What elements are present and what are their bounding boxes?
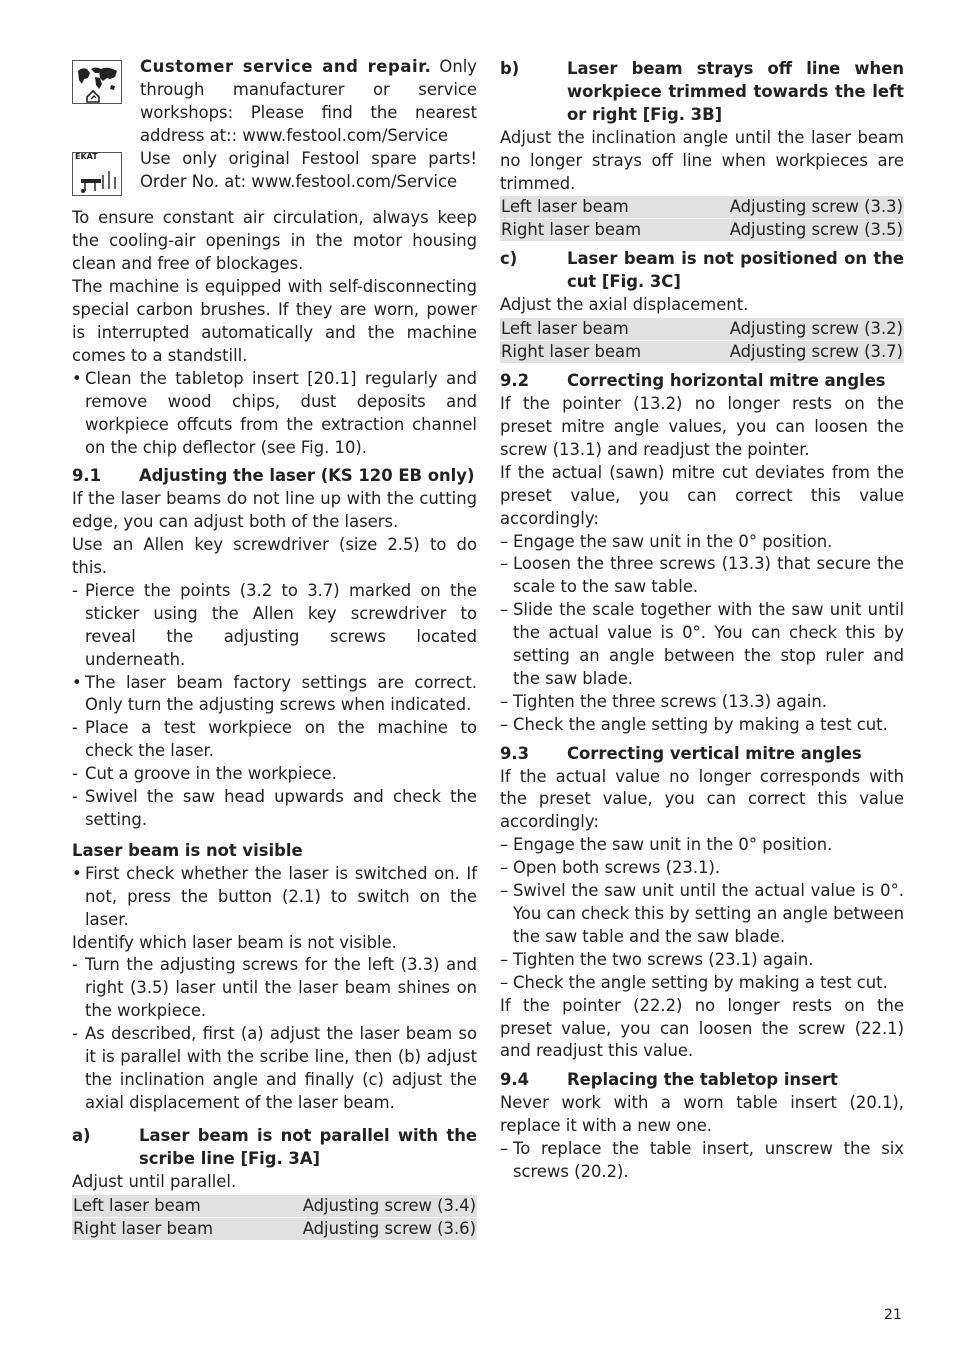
list-item: – Check the angle setting by making a test cut.	[500, 714, 888, 734]
list-item: – Swivel the saw unit until the actual value is 0°. You can check this by setting an angle between the saw table and the saw blade.	[500, 881, 904, 946]
list-item: - Cut a groove in the workpiece.	[72, 764, 337, 784]
list-item: • The laser beam factory settings are correct. Only turn the adjusting screws when indicated.	[72, 672, 477, 715]
list-item: - As described, first (a) adjust the laser beam so it is parallel with the scribe line, then (b) adjust the inclination angle and finally (c) adjust the axial displacement of the laser beam.	[72, 1024, 477, 1112]
right-column	[500, 56, 904, 1184]
paragraph: If the actual value no longer corresponds with the preset value, you can correct this value accordingly:	[500, 766, 904, 832]
adjustment-table-b	[500, 195, 904, 242]
section-heading-9-1: 9.1 Adjusting the laser (KS 120 EB only)	[72, 466, 475, 486]
list-item: – Check the angle setting by making a test cut.	[500, 972, 888, 992]
ekat-label: EKAT	[75, 151, 98, 161]
paragraph: Adjust the inclination angle until the laser beam no longer strays off line when workpieces are trimmed.	[500, 127, 904, 193]
section-heading-9-2: 9.2 Correcting horizontal mitre angles	[500, 371, 886, 391]
section-heading-a: a) Laser beam is not parallel with the scribe line [Fig. 3A]	[72, 1125, 477, 1168]
paragraph: Never work with a worn table insert (20.1), replace it with a new one.	[500, 1093, 904, 1136]
list-item: • First check whether the laser is switched on. If not, press the button (2.1) to switch on the laser.	[72, 863, 477, 929]
ekat-spare-parts-icon	[72, 152, 122, 196]
list-item: – Open both screws (23.1).	[500, 858, 721, 878]
section-heading-b: b) Laser beam strays off line when workpiece trimmed towards the left or right [Fig. 3B]	[500, 59, 904, 124]
paragraph: If the pointer (22.2) no longer rests on the preset value, you can loosen the screw (22.1) and readjust this value.	[500, 995, 904, 1061]
paragraph: Adjust until parallel.	[72, 1171, 237, 1191]
list-item: – Tighten the two screws (23.1) again.	[500, 949, 814, 969]
page-number: 21	[884, 1307, 902, 1323]
paragraph: If the actual (sawn) mitre cut deviates from the preset value, you can correct this value accordingly:	[500, 462, 904, 528]
service-text	[140, 56, 477, 148]
paragraph: If the pointer (13.2) no longer rests on the preset mitre angle values, you can loosen the screw (13.1) and readjust the pointer.	[500, 394, 904, 459]
carbon-brushes-paragraph: The machine is equipped with self-disconnecting special carbon brushes. If they are worn, power is interrupted automatically and the machine comes to a standstill.	[72, 277, 477, 365]
adjustment-table-a	[72, 1194, 477, 1241]
list-item: - Place a test workpiece on the machine to check the laser.	[72, 718, 477, 761]
service-block	[72, 56, 477, 148]
list-item: - Pierce the points (3.2 to 3.7) marked on the sticker using the Allen key screwdriver to reveal the adjusting screws located underneath.	[72, 580, 477, 669]
list-item: – Loosen the three screws (13.3) that secure the scale to the saw table.	[500, 554, 904, 597]
table-row: Right laser beam Adjusting screw (3.7)	[501, 342, 903, 362]
service-title: Customer service and repair.	[140, 57, 432, 76]
list-item: - Turn the adjusting screws for the left (3.3) and right (3.5) laser until the laser beam shines on the workpiece.	[72, 955, 477, 1021]
table-row: Right laser beam Adjusting screw (3.5)	[501, 220, 903, 240]
list-item: – Engage the saw unit in the 0° position.	[500, 835, 833, 855]
adjustment-table-c	[500, 317, 904, 364]
service-body: Only through manufacturer or service workshops: Please find the nearest address at:: www.festool.com/Service	[140, 57, 477, 145]
paragraph: Adjust the axial displacement.	[500, 295, 749, 315]
section-heading-9-4: 9.4 Replacing the tabletop insert	[500, 1070, 838, 1090]
paragraph: If the laser beams do not line up with the cutting edge, you can adjust both of the lasers.	[72, 489, 477, 532]
list-item: • Clean the tabletop insert [20.1] regularly and remove wood chips, dust deposits and workpiece offcuts from the extraction channel on the chip deflector (see Fig. 10).	[72, 368, 477, 457]
paragraph: Use an Allen key screwdriver (size 2.5) to do this.	[72, 535, 477, 578]
table-row: Left laser beam Adjusting screw (3.2)	[501, 319, 903, 339]
paragraph: Identify which laser beam is not visible.	[72, 932, 397, 952]
ekat-text: Use only original Festool spare parts! Order No. at: www.festool.com/Service	[140, 148, 477, 191]
ekat-block	[72, 148, 477, 194]
air-circulation-paragraph: To ensure constant air circulation, always keep the cooling-air openings in the motor housing clean and free of blockages.	[72, 208, 477, 274]
list-item: – Slide the scale together with the saw unit until the actual value is 0°. You can check this by setting an angle between the stop ruler and the saw blade.	[500, 600, 904, 688]
table-row: Right laser beam Adjusting screw (3.6)	[73, 1218, 476, 1238]
table-row: Left laser beam Adjusting screw (3.3)	[501, 197, 903, 217]
left-column	[72, 56, 477, 1241]
list-item: – To replace the table insert, unscrew the six screws (20.2).	[500, 1139, 904, 1181]
list-item: - Swivel the saw head upwards and check the setting.	[72, 787, 477, 829]
subheading-not-visible: Laser beam is not visible	[72, 840, 303, 860]
table-row: Left laser beam Adjusting screw (3.4)	[73, 1195, 476, 1215]
list-item: – Engage the saw unit in the 0° position.	[500, 531, 833, 551]
section-heading-9-3: 9.3 Correcting vertical mitre angles	[500, 743, 862, 763]
section-heading-c: c) Laser beam is not positioned on the cut [Fig. 3C]	[500, 249, 904, 292]
world-service-icon	[72, 60, 122, 104]
list-item: – Tighten the three screws (13.3) again.	[500, 691, 827, 711]
